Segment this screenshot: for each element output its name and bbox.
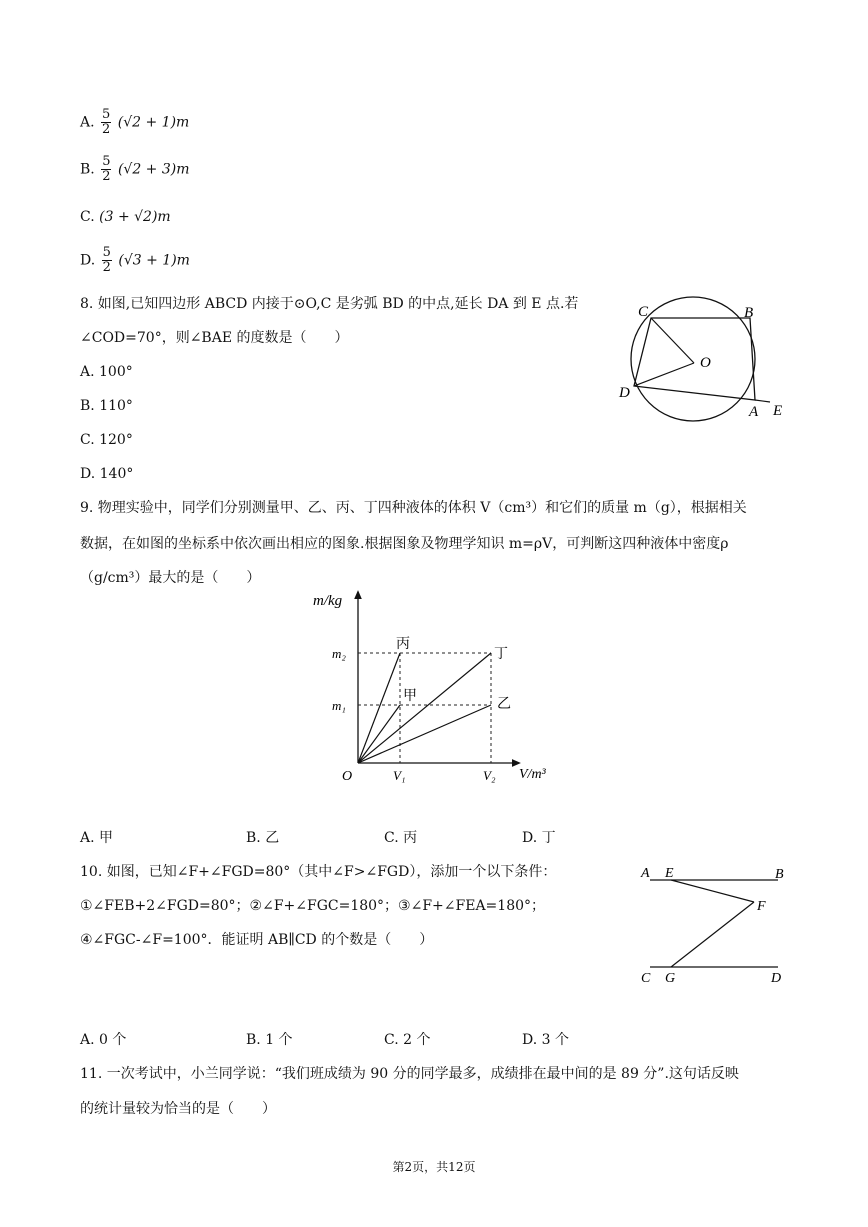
line-ding [358,653,491,763]
label-a: A [749,404,759,420]
q9-option-d: D. 丁 [522,830,556,846]
quadrilateral-abcd [634,318,755,400]
q8-option-b: B. 110° [80,398,133,414]
q9-stem-line3: （g/cm³）最大的是（ ） [80,570,261,586]
q10-option-a: A. 0 个 [80,1032,127,1048]
option-expression: (3 + √2)m [99,209,171,225]
q10-option-c: C. 2 个 [384,1032,431,1048]
line-bing [358,653,400,763]
q9-option-b: B. 乙 [246,830,280,846]
fraction [102,246,112,275]
segment-co [651,318,694,363]
q7-option-b [80,155,190,184]
option-expression: (√2 + 3)m [117,161,190,178]
option-letter: A. [80,114,95,131]
label-o: O [700,355,711,371]
q11-stem-line1: 11. 一次考试中，小兰同学说：“我们班成绩为 90 分的同学最多，成绩排在最中间的是 89 分”.这句话反映 [80,1066,739,1082]
label-b: B [775,867,784,882]
q9-option-c: C. 丙 [384,830,418,846]
q10-parallel-figure [636,860,796,990]
m2-label: m₂ [332,646,346,661]
q8-circle-figure [610,295,795,435]
fraction [101,108,111,137]
fraction-numerator: 5 [102,107,111,122]
label-b: B [744,305,754,321]
x-axis-label: V/m³ [519,767,546,782]
option-expression: (√3 + 1)m [118,252,190,269]
label-bing: 丙 [396,637,410,652]
label-f: F [757,899,766,914]
q7-option-a [80,108,189,137]
q10-stem-line3: ④∠FGC-∠F=100°．能证明 AB∥CD 的个数是（ ） [80,932,434,948]
q8-stem-line1: 8. 如图,已知四边形 ABCD 内接于⊙O,C 是劣弧 BD 的中点,延长 DA 到 E 点.若 [80,296,579,312]
option-letter: C. [80,209,95,225]
label-c: C [638,304,649,320]
q10-option-d: D. 3 个 [522,1032,569,1048]
segment-od [634,363,694,386]
q10-stem-line1: 10. 如图，已知∠F+∠FGD=80°（其中∠F>∠FGD），添加一个以下条件： [80,864,557,880]
label-e: E [665,866,674,881]
circle-o [631,297,755,421]
fraction [101,155,111,184]
page-footer: 第2页，共12页 [392,1160,476,1174]
origin-label: O [342,769,353,784]
segment-ef [671,880,754,902]
label-ding: 丁 [494,647,508,662]
option-letter: B. [80,161,95,178]
label-a: A [641,866,650,881]
fraction-denominator: 2 [102,169,111,184]
q8-option-a: A. 100° [80,364,133,380]
fraction-numerator: 5 [102,245,111,260]
label-d: D [619,385,630,401]
label-c: C [641,971,651,986]
fraction-denominator: 2 [102,260,111,275]
y-axis-label: m/kg [313,593,343,609]
q9-stem-line2: 数据，在如图的坐标系中依次画出相应的图象.根据图象及物理学知识 m=ρV，可判断这四种液体中密度ρ [80,536,729,552]
fraction-numerator: 5 [102,154,111,169]
label-yi: 乙 [497,697,511,712]
segment-fg [671,902,754,967]
q7-option-c [80,207,171,227]
v1-label: V₁ [393,768,406,783]
segment-ae [755,400,770,402]
q8-option-c: C. 120° [80,432,133,448]
line-yi [358,705,491,763]
q8-option-d: D. 140° [80,466,134,482]
fraction-denominator: 2 [102,122,111,137]
option-letter: D. [80,252,96,269]
q9-option-a: A. 甲 [80,830,114,846]
q10-option-b: B. 1 个 [246,1032,293,1048]
label-jia: 甲 [403,689,417,704]
q9-density-graph [305,588,565,793]
v2-label: V₂ [483,768,496,783]
q11-stem-line2: 的统计量较为恰当的是（ ） [80,1101,276,1117]
label-d: D [771,971,782,986]
m1-label: m₁ [332,698,346,713]
option-expression: (√2 + 1)m [117,114,190,131]
q8-stem-line2: ∠COD=70°，则∠BAE 的度数是（ ） [80,330,349,346]
q10-stem-line2: ①∠FEB+2∠FGD=80°；②∠F+∠FGC=180°；③∠F+∠FEA=180°； [80,898,546,914]
label-e: E [773,403,783,419]
q7-option-d [80,246,190,275]
q9-stem-line1: 9. 物理实验中，同学们分别测量甲、乙、丙、丁四种液体的体积 V（cm³）和它们的质量 m（g），根据相关 [80,500,747,516]
label-g: G [665,971,676,986]
